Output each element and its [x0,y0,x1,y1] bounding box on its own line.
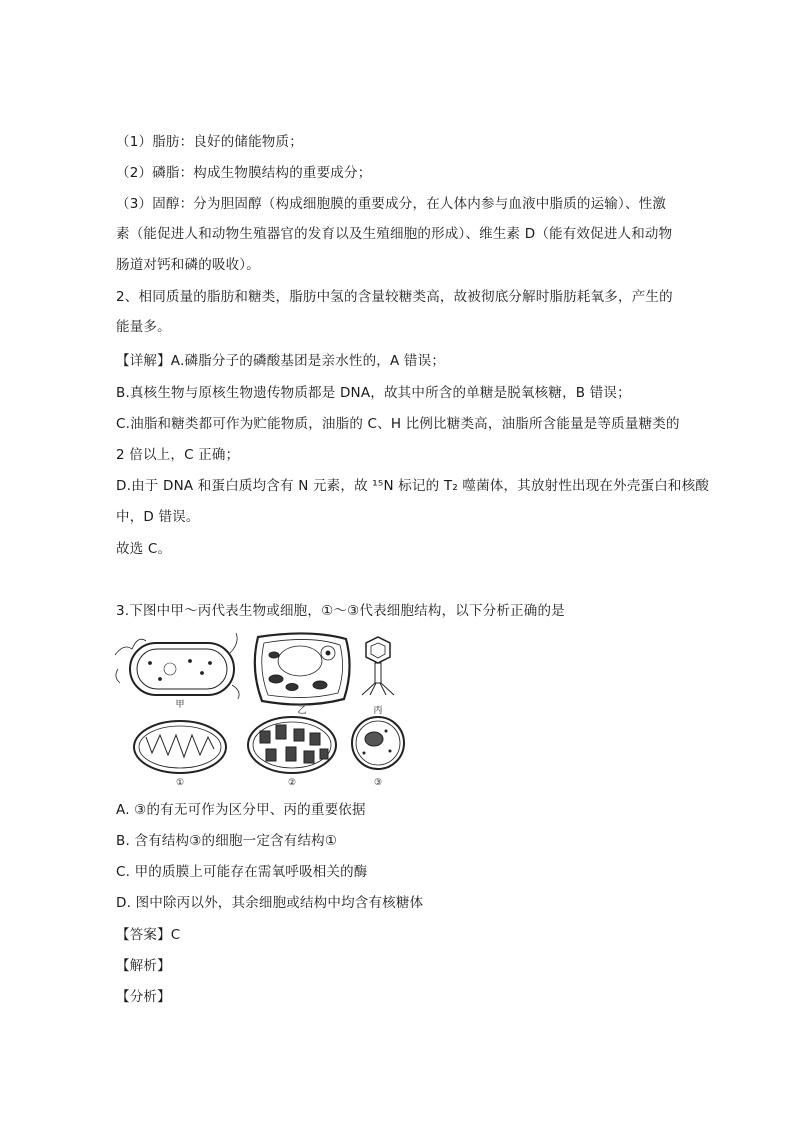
chloroplast-drawing [248,717,336,773]
mitochondrion-drawing [134,721,226,773]
text-line-phospholipid: （2）磷脂：构成生物膜结构的重要成分； [116,165,372,181]
label-structure-1: ① [175,778,185,788]
option-a: A. ③的有无可作为区分甲、丙的重要依据 [116,802,366,818]
label-structure-2: ② [287,778,297,788]
text-line-sterol: （3）固醇：分为胆固醇（构成细胞膜的重要成分，在人体内参与血液中脂质的运输）、性激 [116,196,667,212]
label-structure-3: ③ [373,778,383,788]
analysis-heading: 【解析】 [116,958,171,974]
option-b: B. 含有结构③的细胞一定含有结构① [116,833,338,849]
bacterium-drawing [115,633,239,699]
analysis-subheading: 【分析】 [116,989,171,1005]
label-jia: 甲 [175,700,185,710]
plant-cell-drawing [255,633,350,704]
cell-structure-figure [110,625,410,790]
text-line-choose: 故选 C。 [116,541,172,557]
text-line-detail-d: D.由于 DNA 和蛋白质均含有 N 元素，故 ¹⁵N 标记的 T₂ 噬菌体，其放射性出现在外壳蛋白和核酸 [116,478,710,494]
cell-diagram [110,625,410,790]
text-line-detail-c: C.油脂和糖类都可作为贮能物质，油脂的 C、H 比例比糖类高，油脂所含能量是等质量糖类的 [116,416,680,432]
option-c: C. 甲的质膜上可能存在需氧呼吸相关的酶 [116,864,368,880]
text-line-detail-c-cont: 2 倍以上，C 正确； [116,447,240,463]
text-line-sterol-cont-2: 肠道对钙和磷的吸收）。 [116,257,260,273]
text-line-detail-b: B.真核生物与原核生物遗传物质都是 DNA，故其中所含的单糖是脱氧核糖，B 错误； [116,385,631,401]
option-d: D. 图中除丙以外，其余细胞或结构中均含有核糖体 [116,895,424,911]
text-line-detail-a: 【详解】A.磷脂分子的磷酸基团是亲水性的，A 错误； [116,353,446,369]
bacteriophage-drawing [362,637,394,695]
text-line-fat: （1）脂肪：良好的储能物质； [116,134,303,150]
label-yi: 乙 [297,706,307,716]
text-line-sterol-cont-1: 素（能促进人和动物生殖器官的发育以及生殖细胞的形成）、维生素 D（能有效促进人和动物 [116,226,673,242]
label-bing: 丙 [373,706,383,716]
answer: 【答案】C [116,927,181,943]
text-line-detail-d-cont: 中，D 错误。 [116,509,200,525]
question-stem: 3.下图中甲～丙代表生物或细胞，①～③代表细胞结构，以下分析正确的是 [116,603,565,619]
text-line-fat-sugar: 2、相同质量的脂肪和糖类，脂肪中氢的含量较糖类高，故被彻底分解时脂肪耗氧多，产生的 [116,289,673,305]
nucleus-drawing [352,717,404,769]
text-line-fat-sugar-cont: 能量多。 [116,319,171,335]
